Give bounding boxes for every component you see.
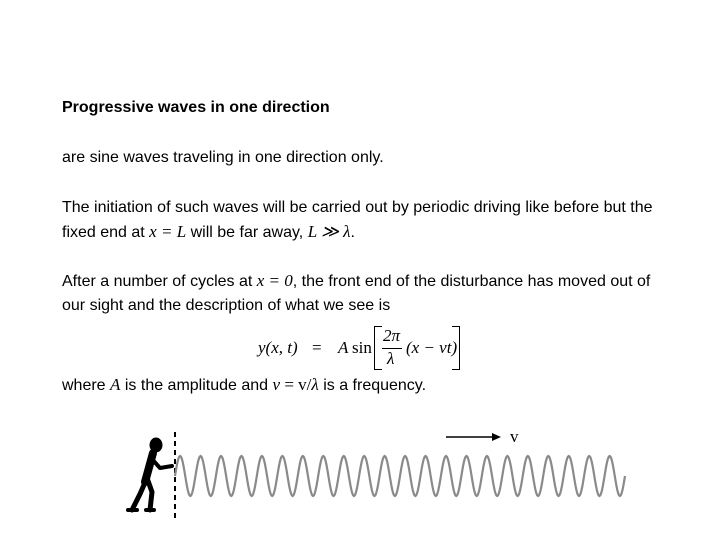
velocity-arrow — [446, 433, 501, 441]
equation-left-bracket — [374, 326, 382, 370]
p2-text-c: . — [350, 224, 355, 241]
paragraph-initiation — [62, 196, 672, 245]
paragraph-amplitude-frequency — [62, 373, 672, 398]
equation-right-bracket — [452, 326, 460, 370]
equation-frac-numerator: 2π — [383, 326, 401, 345]
p4-text-b: is the amplitude and — [120, 377, 273, 394]
equation-argument: (x − vt) — [406, 338, 458, 357]
p4-math-lambda: λ — [311, 375, 319, 394]
p4-text-c: is a frequency. — [318, 377, 427, 394]
wave-figure — [120, 420, 640, 530]
p4-math-v-over: = v/ — [280, 375, 312, 394]
equation-equals: = — [312, 338, 322, 357]
equation-lhs: y(x, t) — [258, 338, 298, 357]
p3-text-a: After a number of cycles at — [62, 273, 257, 290]
equation-amplitude: A — [338, 338, 349, 357]
p2-text-b: will be far away, — [186, 224, 308, 241]
p3-text-b: , the front end of the disturbance has moved out of our sight and the description of what we see is — [62, 273, 651, 314]
paragraph-definition: are sine waves traveling in one direction only. — [62, 149, 384, 166]
paragraph-description — [62, 269, 672, 318]
p2-math-fixed-end: x = L — [149, 222, 187, 241]
p2-math-far-away: L ≫ λ — [307, 222, 351, 241]
stick-figure — [128, 438, 172, 511]
sine-wave — [175, 456, 625, 496]
slide-title: Progressive waves in one direction — [62, 99, 330, 116]
p4-math-amplitude: A — [110, 375, 121, 394]
p4-math-nu: ν — [272, 375, 281, 394]
velocity-label: v — [510, 427, 519, 446]
p2-text-a: The initiation of such waves will be carried out by periodic driving like before but the fixed end at — [62, 199, 653, 241]
p3-math-origin: x = 0 — [256, 271, 293, 290]
p4-text-a: where — [62, 377, 111, 394]
equation-sin: sin — [352, 338, 372, 357]
equation-frac-denominator: λ — [387, 349, 395, 368]
